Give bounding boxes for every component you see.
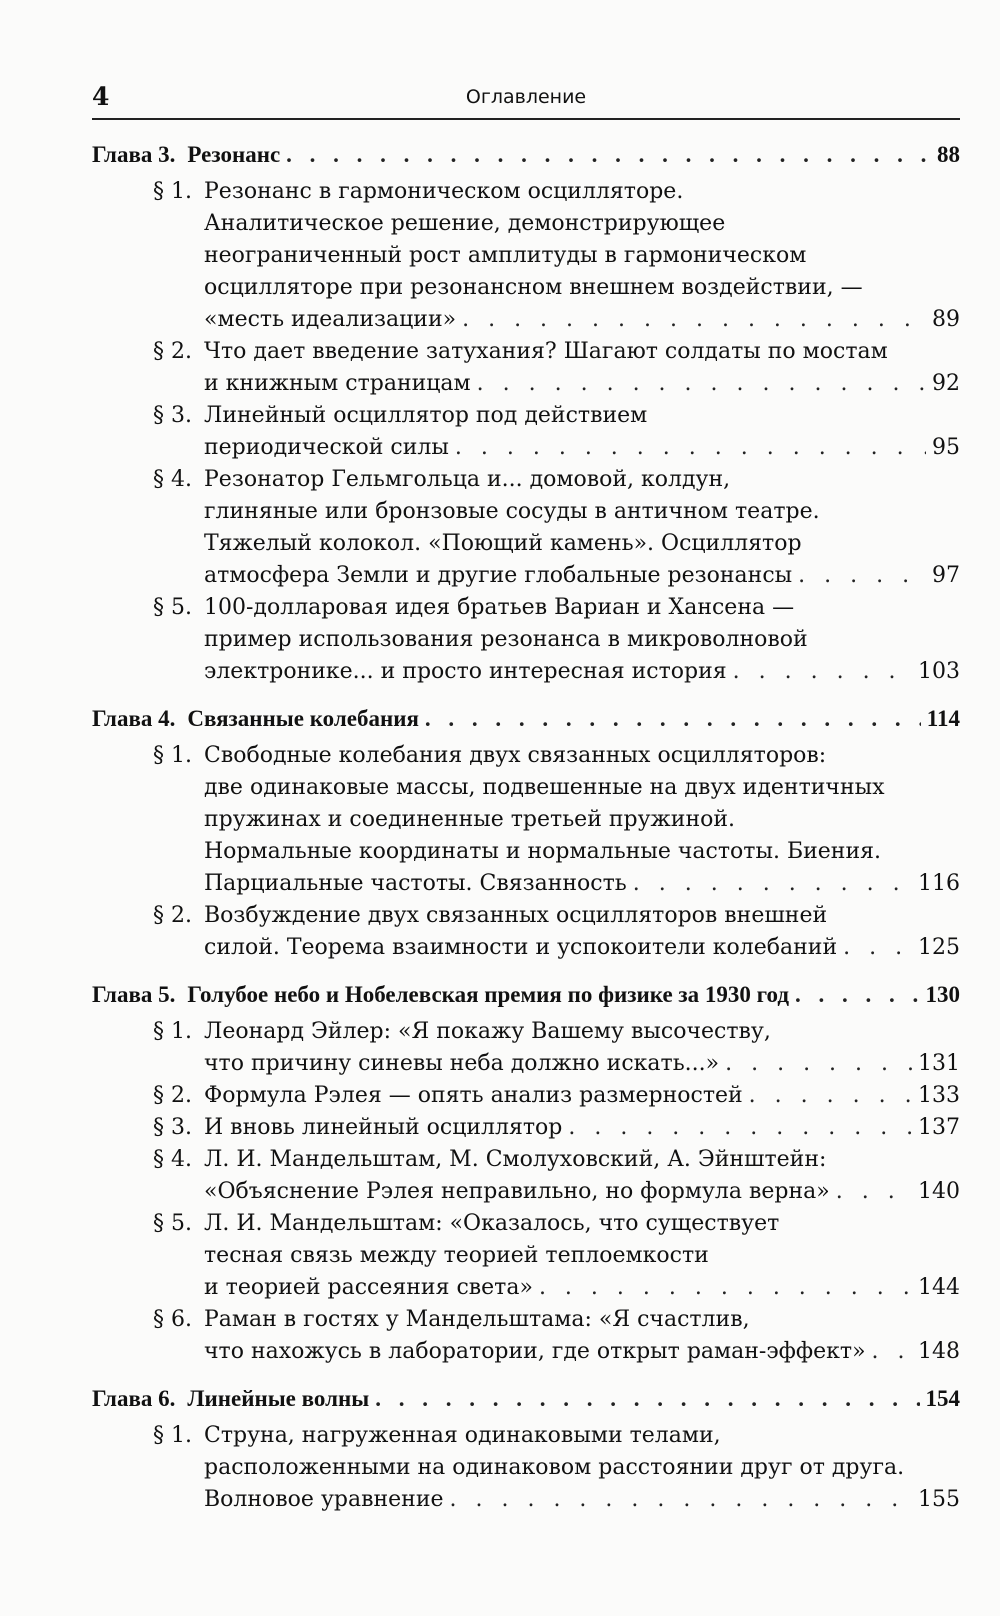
chapter-title: Линейные волны — [187, 1386, 370, 1411]
section-number: § 2. — [153, 903, 192, 928]
section-title — [204, 336, 960, 400]
section-title-line: неограниченный рост амплитуды в гармоническом — [204, 243, 807, 268]
toc-chapter-entry[interactable] — [92, 1382, 960, 1416]
section-title-line: Леонард Эйлер: «Я покажу Вашему высочеству, — [204, 1019, 771, 1044]
toc-section-entry[interactable] — [92, 1304, 960, 1368]
section-title — [204, 1112, 960, 1144]
toc-section-entry[interactable] — [92, 740, 960, 900]
chapter-page-number: 130 — [925, 982, 960, 1007]
section-title-line: осцилляторе при резонансном внешнем воздействии, — — [204, 275, 863, 300]
section-last-line — [204, 432, 960, 464]
dot-leader — [633, 868, 912, 900]
toc-chapter-entry[interactable] — [92, 138, 960, 172]
section-title — [204, 592, 960, 688]
section-title-line: «Объяснение Рэлея неправильно, но формула верна» — [204, 1179, 830, 1204]
dot-leader — [795, 978, 919, 1012]
running-header-title: Оглавление — [465, 86, 587, 108]
section-last-line — [204, 1048, 960, 1080]
section-last-line — [204, 560, 960, 592]
toc-section-entry[interactable] — [92, 400, 960, 464]
page-number: 4 — [92, 82, 110, 111]
section-title-line: атмосфера Земли и другие глобальные резонансы — [204, 563, 793, 588]
section-last-line — [204, 868, 960, 900]
section-title — [204, 900, 960, 964]
chapter-title: Связанные колебания — [187, 706, 419, 731]
section-title-line: Парциальные частоты. Связанность — [204, 871, 627, 896]
section-title-line: глиняные или бронзовые сосуды в античном театре. — [204, 499, 820, 524]
dot-leader — [836, 1176, 912, 1208]
section-number: § 6. — [153, 1307, 192, 1332]
chapter-label: Глава 4. — [92, 706, 176, 731]
section-title-line: Струна, нагруженная одинаковыми телами, — [204, 1423, 721, 1448]
section-page-number: 89 — [932, 307, 960, 332]
section-page-number: 97 — [932, 563, 960, 588]
toc-chapter-entry[interactable] — [92, 702, 960, 736]
dot-leader — [425, 702, 921, 736]
section-title-line: силой. Теорема взаимности и успокоители колебаний — [204, 935, 838, 960]
section-last-line — [204, 1484, 960, 1516]
section-page-number: 140 — [918, 1179, 960, 1204]
section-title-line: пружинах и соединенные третьей пружиной. — [204, 807, 736, 832]
section-last-line — [204, 304, 960, 336]
table-of-contents — [92, 138, 960, 1516]
section-title — [204, 1080, 960, 1112]
section-last-line — [204, 932, 960, 964]
dot-leader — [749, 1080, 912, 1112]
dot-leader — [539, 1272, 912, 1304]
section-last-line — [204, 368, 960, 400]
section-title-line: две одинаковые массы, подвешенные на двух идентичных — [204, 775, 885, 800]
section-title — [204, 400, 960, 464]
section-title-line: Что дает введение затухания? Шагают солдаты по мостам — [204, 339, 888, 364]
section-title — [204, 740, 960, 900]
section-title — [204, 1304, 960, 1368]
section-title-line: 100-долларовая идея братьев Вариан и Хансена — — [204, 595, 795, 620]
toc-section-entry[interactable] — [92, 1208, 960, 1304]
toc-section-entry[interactable] — [92, 336, 960, 400]
section-title — [204, 1144, 960, 1208]
section-page-number: 95 — [932, 435, 960, 460]
section-number: § 5. — [153, 1211, 192, 1236]
running-header — [92, 82, 960, 120]
section-title-line: Л. И. Мандельштам: «Оказалось, что существует — [204, 1211, 780, 1236]
section-number: § 3. — [153, 403, 192, 428]
dot-leader — [462, 304, 926, 336]
section-page-number: 155 — [918, 1487, 960, 1512]
section-number: § 4. — [153, 1147, 192, 1172]
section-title-line: и теорией рассеяния света» — [204, 1275, 533, 1300]
dot-leader — [872, 1336, 912, 1368]
toc-section-entry[interactable] — [92, 464, 960, 592]
dot-leader — [450, 1484, 913, 1516]
dot-leader — [286, 138, 931, 172]
section-title-line: периодической силы — [204, 435, 449, 460]
section-number: § 1. — [153, 1423, 192, 1448]
section-number: § 1. — [153, 179, 192, 204]
section-last-line — [204, 656, 960, 688]
section-title-line: расположенными на одинаковом расстоянии друг от друга. — [204, 1455, 905, 1480]
section-title-line: что нахожусь в лаборатории, где открыт раман-эффект» — [204, 1339, 866, 1364]
toc-section-entry[interactable] — [92, 1420, 960, 1516]
section-title-line: И вновь линейный осциллятор — [204, 1115, 563, 1140]
dot-leader — [375, 1382, 919, 1416]
section-title-line: что причину синевы неба должно искать...» — [204, 1051, 720, 1076]
section-page-number: 103 — [918, 659, 960, 684]
section-title-line: Тяжелый колокол. «Поющий камень». Осциллятор — [204, 531, 802, 556]
dot-leader — [455, 432, 926, 464]
section-page-number: 148 — [918, 1339, 960, 1364]
section-last-line — [204, 1176, 960, 1208]
section-title-line: пример использования резонанса в микроволновой — [204, 627, 808, 652]
chapter-label: Глава 3. — [92, 142, 176, 167]
section-page-number: 116 — [918, 871, 960, 896]
section-title — [204, 464, 960, 592]
section-title-line: электронике... и просто интересная история — [204, 659, 727, 684]
chapter-label: Глава 5. — [92, 982, 176, 1007]
section-title-line: Свободные колебания двух связанных осцилляторов: — [204, 743, 827, 768]
section-title-line: Нормальные координаты и нормальные частоты. Биения. — [204, 839, 881, 864]
section-title-line: и книжным страницам — [204, 371, 471, 396]
toc-section-entry[interactable] — [92, 900, 960, 964]
section-title-line: Резонанс в гармоническом осцилляторе. — [204, 179, 684, 204]
section-title-line: Волновое уравнение — [204, 1487, 444, 1512]
section-page-number: 144 — [918, 1275, 960, 1300]
chapter-page-number: 88 — [937, 142, 960, 167]
toc-section-entry[interactable] — [92, 1016, 960, 1080]
section-page-number: 92 — [932, 371, 960, 396]
chapter-title: Резонанс — [187, 142, 281, 167]
section-number: § 1. — [153, 1019, 192, 1044]
section-number: § 5. — [153, 595, 192, 620]
section-page-number: 125 — [918, 935, 960, 960]
section-last-line — [204, 1112, 960, 1144]
chapter-page-number: 114 — [926, 706, 960, 731]
section-title — [204, 1208, 960, 1304]
section-title — [204, 176, 960, 336]
section-number: § 2. — [153, 339, 192, 364]
section-page-number: 137 — [918, 1115, 960, 1140]
section-title-line: Аналитическое решение, демонстрирующее — [204, 211, 726, 236]
section-page-number: 131 — [918, 1051, 960, 1076]
section-title-line: Л. И. Мандельштам, М. Смолуховский, А. Эйнштейн: — [204, 1147, 827, 1172]
toc-section-entry[interactable] — [92, 1080, 960, 1112]
section-number: § 3. — [153, 1115, 192, 1140]
chapter-title: Голубое небо и Нобелевская премия по физике за 1930 год — [187, 982, 790, 1007]
dot-leader — [843, 932, 912, 964]
section-title-line: Раман в гостях у Мандельштама: «Я счастлив, — [204, 1307, 750, 1332]
section-number: § 2. — [153, 1083, 192, 1108]
toc-section-entry[interactable] — [92, 1112, 960, 1144]
toc-section-entry[interactable] — [92, 1144, 960, 1208]
section-title-line: Линейный осциллятор под действием — [204, 403, 648, 428]
toc-chapter-entry[interactable] — [92, 978, 960, 1012]
dot-leader — [568, 1112, 912, 1144]
section-title-line: Формула Рэлея — опять анализ размерностей — [204, 1083, 743, 1108]
section-last-line — [204, 1272, 960, 1304]
section-title-line: «месть идеализации» — [204, 307, 457, 332]
toc-section-entry[interactable] — [92, 592, 960, 688]
dot-leader — [733, 656, 912, 688]
chapter-label: Глава 6. — [92, 1386, 176, 1411]
section-number: § 4. — [153, 467, 192, 492]
section-last-line — [204, 1336, 960, 1368]
chapter-page-number: 154 — [925, 1386, 960, 1411]
section-number: § 1. — [153, 743, 192, 768]
dot-leader — [798, 560, 926, 592]
section-title-line: Резонатор Гельмгольца и... домовой, колдун, — [204, 467, 731, 492]
section-last-line — [204, 1080, 960, 1112]
dot-leader — [725, 1048, 912, 1080]
section-page-number: 133 — [918, 1083, 960, 1108]
section-title — [204, 1420, 960, 1516]
section-title — [204, 1016, 960, 1080]
section-title-line: Возбуждение двух связанных осцилляторов внешней — [204, 903, 828, 928]
dot-leader — [477, 368, 926, 400]
section-title-line: тесная связь между теорией теплоемкости — [204, 1243, 709, 1268]
toc-section-entry[interactable] — [92, 176, 960, 336]
